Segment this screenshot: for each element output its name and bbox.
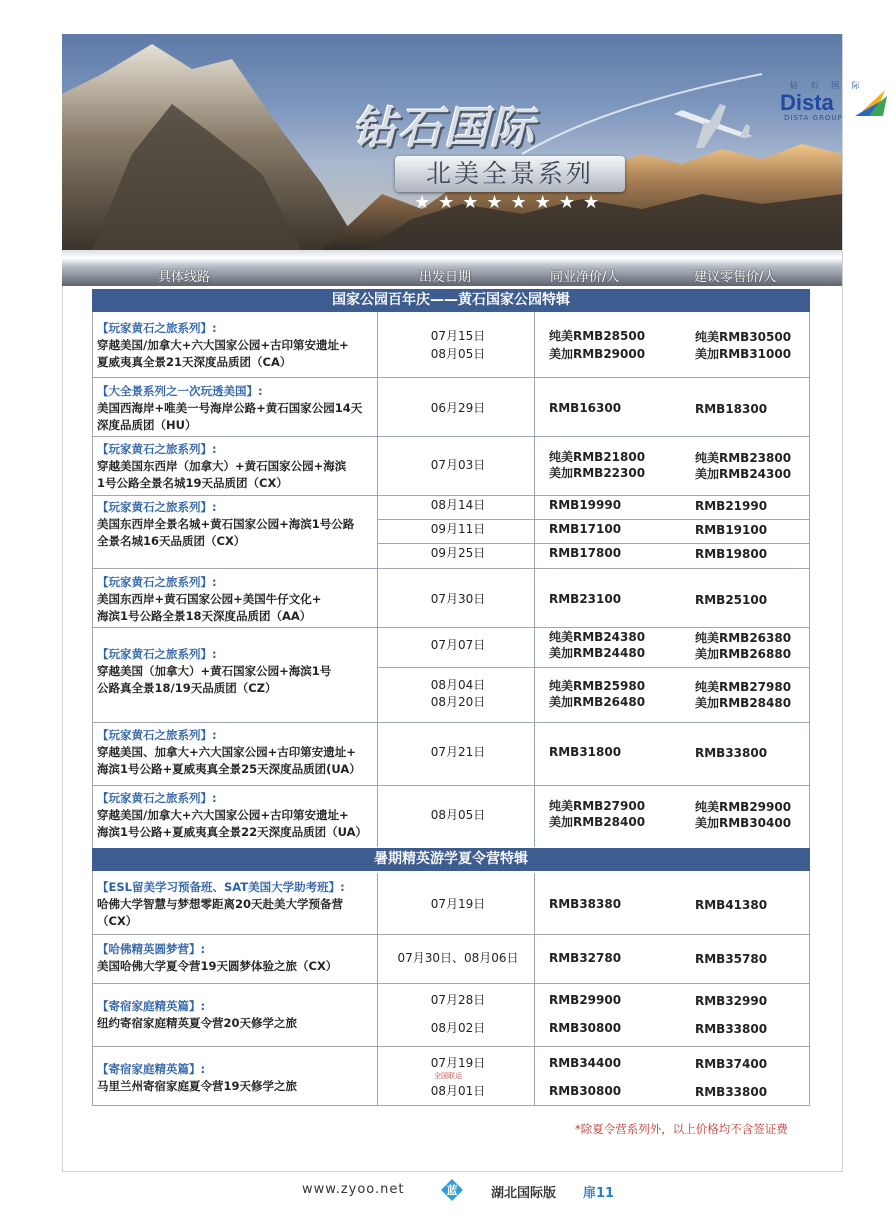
net-price: RMB16300 — [549, 401, 622, 415]
brand-subtitle: 北美全景系列 — [395, 156, 625, 192]
route-series: 【玩家黄石之旅系列】: — [97, 791, 217, 805]
departure-date: 07月07日 — [430, 638, 486, 652]
net-price: 美加RMB22300 — [549, 466, 646, 480]
departure-date: 08月05日 — [430, 808, 486, 822]
route-series: 【玩家黄石之旅系列】: — [97, 647, 217, 661]
route-description — [97, 941, 382, 975]
route-series: 【玩家黄石之旅系列】: — [97, 728, 217, 742]
departure-date: 08月14日 — [430, 498, 486, 512]
route-description — [97, 790, 382, 841]
suggested-price: 纯美RMB30500 — [695, 330, 792, 344]
suggested-price: RMB33800 — [695, 1085, 768, 1099]
suggested-price: RMB21990 — [695, 499, 768, 513]
subrow-sep — [377, 543, 810, 544]
route-line: 全景名城16天品质团（CX） — [97, 534, 246, 548]
suggested-price: RMB41380 — [695, 898, 768, 912]
dista-logo — [780, 80, 892, 126]
net-price: 美加RMB26480 — [549, 695, 646, 709]
net-price: 纯美RMB27900 — [549, 799, 646, 813]
route-description — [97, 1061, 382, 1095]
departure-date: 07月28日 — [430, 993, 486, 1007]
section-title-yellowstone: 国家公园百年庆——黄石国家公园特辑 — [92, 289, 810, 312]
route-series: 【寄宿家庭精英篇】: — [97, 1062, 206, 1076]
section-title-summer-camp: 暑期精英游学夏令营特辑 — [92, 848, 810, 871]
suggested-price: RMB18300 — [695, 402, 768, 416]
suggested-price: RMB19800 — [695, 547, 768, 561]
route-line: 马里兰州寄宿家庭夏令营19天修学之旅 — [97, 1079, 298, 1093]
route-series: 【寄宿家庭精英篇】: — [97, 999, 206, 1013]
subrow-sep — [377, 667, 810, 668]
departure-date: 06月29日 — [430, 401, 486, 415]
net-price: RMB17100 — [549, 522, 622, 536]
route-line: 穿越美国/加拿大+六大国家公园+古印第安遗址+ — [97, 338, 349, 352]
net-price: 纯美RMB24380 — [549, 630, 646, 644]
suggested-price: 美加RMB28480 — [695, 696, 792, 710]
departure-date: 09月25日 — [430, 546, 486, 560]
route-description — [97, 383, 382, 434]
net-price: RMB17800 — [549, 546, 622, 560]
suggested-price: 纯美RMB26380 — [695, 631, 792, 645]
table-header-bar — [62, 250, 842, 286]
net-price: 纯美RMB25980 — [549, 679, 646, 693]
header-net-price: 同业净价/人 — [550, 270, 620, 285]
route-line: 穿越美国（加拿大）+黄石国家公园+海滨1号 — [97, 664, 332, 678]
departure-date: 07月30日、08月06日 — [397, 951, 519, 965]
route-line: 美国西海岸+唯美一号海岸公路+黄石国家公园14天 — [97, 401, 363, 415]
route-series: 【玩家黄石之旅系列】: — [97, 442, 217, 456]
route-series: 【玩家黄石之旅系列】: — [97, 575, 217, 589]
visa-footnote: *除夏令营系列外，以上价格均不含签证费 — [575, 1122, 788, 1136]
brand-title: 钻石国际 — [352, 103, 536, 154]
departure-date: 07月19日 — [430, 1056, 486, 1070]
row-sep — [92, 983, 810, 984]
logo-mark-icon — [855, 88, 889, 118]
suggested-price: 美加RMB31000 — [695, 347, 792, 361]
route-line: （CX） — [97, 914, 138, 928]
departure-date: 07月15日 — [430, 329, 486, 343]
footer-page-number: 扉11 — [583, 1186, 615, 1201]
net-price: RMB23100 — [549, 592, 622, 606]
departure-date: 08月01日 — [430, 1084, 486, 1098]
banner — [62, 34, 865, 250]
route-line: 穿越美国/加拿大+六大国家公园+古印第安遗址+ — [97, 808, 349, 822]
route-description — [97, 441, 382, 492]
route-line: 海滨1号公路+夏威夷真全景25天深度品质团(UA） — [97, 762, 361, 776]
departure-date: 07月21日 — [430, 745, 486, 759]
header-route: 具体线路 — [158, 270, 211, 285]
col-sep — [534, 873, 535, 1105]
route-line: 穿越美国东西岸（加拿大）+黄石国家公园+海滨 — [97, 459, 347, 473]
net-price: 美加RMB29000 — [549, 347, 646, 361]
suggested-price: 纯美RMB27980 — [695, 680, 792, 694]
route-line: 美国东西岸全景名城+黄石国家公园+海滨1号公路 — [97, 517, 355, 531]
net-price: RMB29900 — [549, 993, 622, 1007]
footer-edition: 湖北国际版 — [491, 1186, 557, 1201]
suggested-price: RMB19100 — [695, 523, 768, 537]
route-description — [97, 727, 382, 778]
row-sep — [92, 627, 810, 628]
route-description — [97, 879, 382, 930]
route-description — [97, 499, 382, 550]
row-sep — [92, 568, 810, 569]
route-series: 【哈佛精英圆梦营】: — [97, 942, 206, 956]
net-price: 美加RMB24480 — [549, 646, 646, 660]
route-series: 【玩家黄石之旅系列】: — [97, 500, 217, 514]
net-price: RMB30800 — [549, 1084, 622, 1098]
route-description — [97, 320, 382, 371]
suggested-price: RMB37400 — [695, 1057, 768, 1071]
suggested-price: 美加RMB30400 — [695, 816, 792, 830]
row-sep — [92, 934, 810, 935]
stars-decoration: ★★★★★★★★ — [414, 192, 608, 213]
subrow-sep — [377, 519, 810, 520]
suggested-price: RMB35780 — [695, 952, 768, 966]
suggested-price: 纯美RMB23800 — [695, 451, 792, 465]
row-sep — [92, 785, 810, 786]
route-line: 深度品质团（HU） — [97, 418, 197, 432]
departure-date: 08月04日 — [430, 678, 486, 692]
route-line: 哈佛大学智慧与梦想零距离20天赴美大学预备营 — [97, 897, 344, 911]
col-sep — [534, 312, 535, 847]
suggested-price: 纯美RMB29900 — [695, 800, 792, 814]
route-line: 穿越美国、加拿大+六大国家公园+古印第安遗址+ — [97, 745, 356, 759]
blue-badge — [440, 1178, 464, 1202]
logo-group-name: DISTA GROUP — [784, 114, 843, 122]
net-price: RMB30800 — [549, 1021, 622, 1035]
departure-date: 09月11日 — [430, 522, 486, 536]
route-line: 海滨1号公路全景18天深度品质团（AA） — [97, 609, 312, 623]
route-line: 纽约寄宿家庭精英夏令营20天修学之旅 — [97, 1016, 298, 1030]
departure-date: 08月20日 — [430, 695, 486, 709]
suggested-price: RMB33800 — [695, 746, 768, 760]
route-line: 美国哈佛大学夏令营19天圆梦体验之旅（CX） — [97, 959, 338, 973]
net-price: RMB38380 — [549, 897, 622, 911]
row-sep — [92, 722, 810, 723]
table-border-bottom — [92, 1105, 810, 1106]
suggested-price: 美加RMB26880 — [695, 647, 792, 661]
departure-date: 07月03日 — [430, 458, 486, 472]
row-sep — [92, 377, 810, 378]
route-line: 公路真全景18/19天品质团（CZ） — [97, 681, 277, 695]
badge-label: 蓝 — [446, 1184, 458, 1197]
departure-date: 08月05日 — [430, 347, 486, 361]
suggested-price: 美加RMB24300 — [695, 467, 792, 481]
route-series: 【ESL留美学习预备班、SAT美国大学助考班】: — [97, 880, 345, 894]
departure-date: 07月30日 — [430, 592, 486, 606]
route-description — [97, 574, 382, 625]
row-sep — [92, 1046, 810, 1047]
row-sep — [92, 495, 810, 496]
route-description — [97, 998, 382, 1032]
route-description — [97, 646, 382, 697]
route-line: 美国东西岸+黄石国家公园+美国牛仔文化+ — [97, 592, 322, 606]
row-sep — [92, 436, 810, 437]
net-price: RMB31800 — [549, 745, 622, 759]
logo-wordmark: Dista — [780, 90, 834, 115]
route-line: 1号公路全景名城19天品质团（CX） — [97, 476, 288, 490]
route-series: 【玩家黄石之旅系列】: — [97, 321, 217, 335]
net-price: RMB19990 — [549, 498, 622, 512]
net-price: RMB32780 — [549, 951, 622, 965]
header-suggest-price: 建议零售价/人 — [694, 270, 777, 285]
airplane-icon — [674, 104, 752, 148]
footer-url[interactable]: www.zyoo.net — [302, 1182, 405, 1197]
route-line: 海滨1号公路+夏威夷真全景22天深度品质团（UA） — [97, 825, 368, 839]
transfer-note: 全国联运 — [434, 1072, 462, 1080]
departure-date: 08月02日 — [430, 1021, 486, 1035]
suggested-price: RMB32990 — [695, 994, 768, 1008]
logo-chinese-name: 钻 石 国 际 — [790, 81, 865, 90]
departure-date: 07月19日 — [430, 897, 486, 911]
route-line: 夏威夷真全景21天深度品质团（CA） — [97, 355, 292, 369]
net-price: 纯美RMB21800 — [549, 450, 646, 464]
suggested-price: RMB25100 — [695, 593, 768, 607]
net-price: 纯美RMB28500 — [549, 329, 646, 343]
net-price: 美加RMB28400 — [549, 815, 646, 829]
header-date: 出发日期 — [419, 270, 472, 285]
route-series: 【大全景系列之一次玩透美国】: — [97, 384, 263, 398]
suggested-price: RMB33800 — [695, 1022, 768, 1036]
net-price: RMB34400 — [549, 1056, 622, 1070]
